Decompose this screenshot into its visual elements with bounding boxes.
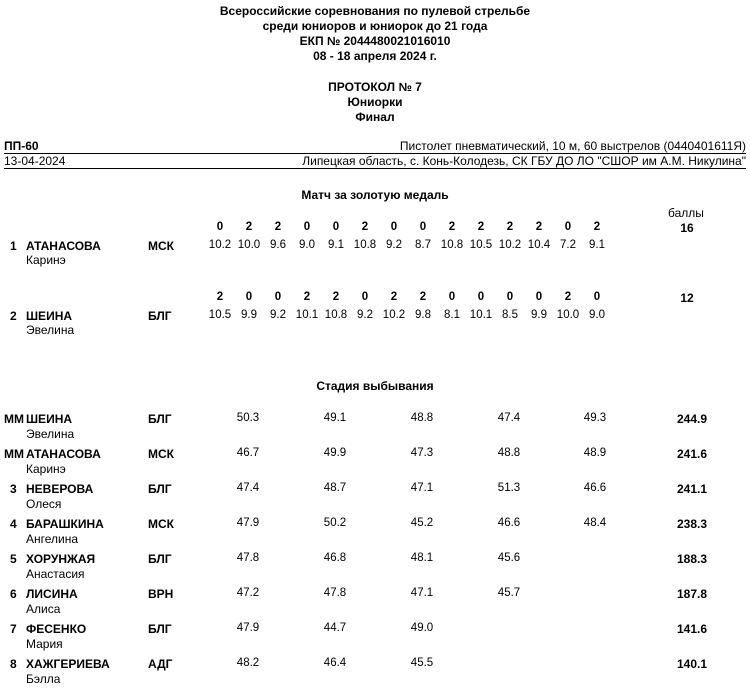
set-point: 0: [390, 221, 398, 233]
set-point: 2: [477, 221, 485, 233]
series-score: 49.1: [323, 412, 347, 424]
series-score: 49.9: [323, 447, 347, 459]
rank: 2: [10, 309, 17, 323]
rank: 3: [10, 482, 17, 496]
shot-score: 8.7: [415, 239, 431, 251]
shot-score: 10.2: [208, 239, 232, 251]
shot-score: 8.5: [502, 309, 518, 321]
series-score: 48.8: [410, 412, 434, 424]
shot-score: 10.5: [469, 239, 493, 251]
region: БЛГ: [148, 412, 172, 426]
points-header: баллы: [668, 206, 704, 220]
set-point: 2: [303, 291, 311, 303]
set-point: 0: [332, 221, 340, 233]
total-score: 238.3: [676, 517, 708, 531]
shot-score: 10.8: [440, 239, 464, 251]
total-score: 241.6: [676, 447, 708, 461]
region: БЛГ: [148, 482, 172, 496]
divider: [4, 168, 746, 169]
athlete-surname: ХАЖГЕРИЕВА: [26, 657, 110, 671]
shot-score: 9.0: [589, 309, 605, 321]
athlete-name: Каринэ: [26, 462, 66, 476]
athlete-name: Бэлла: [26, 672, 61, 686]
series-score: 45.7: [497, 587, 521, 599]
athlete-surname: ХОРУНЖАЯ: [26, 552, 96, 566]
total-score: 188.3: [676, 552, 708, 566]
series-score: 48.2: [236, 657, 260, 669]
shot-score: 10.0: [556, 309, 580, 321]
series-score: 49.0: [410, 622, 434, 634]
total-points: 16: [680, 221, 694, 235]
series-score: 47.1: [410, 482, 434, 494]
region: МСК: [148, 239, 174, 253]
region: БЛГ: [148, 622, 172, 636]
shot-score: 9.1: [328, 239, 344, 251]
series-score: 46.7: [236, 447, 260, 459]
set-point: 0: [477, 291, 485, 303]
set-point: 2: [274, 221, 282, 233]
shot-score: 10.4: [527, 239, 551, 251]
series-score: 45.5: [410, 657, 434, 669]
series-score: 45.2: [410, 517, 434, 529]
region: МСК: [148, 517, 174, 531]
set-point: 2: [332, 291, 340, 303]
shot-score: 7.2: [560, 239, 576, 251]
athlete-surname: ШЕИНА: [26, 309, 73, 323]
set-point: 2: [419, 291, 427, 303]
athlete-surname: ЛИСИНА: [26, 587, 78, 601]
elimination-title: Стадия выбывания: [316, 379, 434, 393]
shot-score: 10.8: [324, 309, 348, 321]
athlete-name: Эвелина: [26, 427, 75, 441]
set-point: 2: [448, 221, 456, 233]
gold-match-title: Матч за золотую медаль: [301, 188, 449, 202]
header-line-4: 08 - 18 апреля 2024 г.: [313, 49, 437, 63]
athlete-surname: БАРАШКИНА: [26, 517, 104, 531]
protocol-number: ПРОТОКОЛ № 7: [328, 80, 422, 94]
total-score: 241.1: [676, 482, 708, 496]
series-score: 47.4: [236, 482, 260, 494]
series-score: 48.8: [497, 447, 521, 459]
shot-score: 9.6: [270, 239, 286, 251]
set-point: 2: [216, 291, 224, 303]
series-score: 47.1: [410, 587, 434, 599]
set-point: 0: [216, 221, 224, 233]
set-point: 0: [448, 291, 456, 303]
series-score: 46.4: [323, 657, 347, 669]
rank: 7: [10, 622, 17, 636]
series-score: 47.3: [410, 447, 434, 459]
rank: 4: [10, 517, 17, 531]
series-score: 47.9: [236, 517, 260, 529]
rank: 1: [10, 239, 17, 253]
athlete-name: Каринэ: [26, 253, 66, 267]
shot-score: 9.9: [241, 309, 257, 321]
set-point: 0: [361, 291, 369, 303]
category: Юниорки: [347, 95, 403, 109]
series-score: 50.2: [323, 517, 347, 529]
total-score: 244.9: [676, 412, 708, 426]
shot-score: 10.1: [469, 309, 493, 321]
athlete-name: Алиса: [26, 602, 61, 616]
athlete-name: Олеся: [26, 497, 62, 511]
region: ВРН: [148, 587, 174, 601]
rank: ММ: [4, 447, 24, 461]
stage-title: Финал: [355, 110, 395, 124]
set-point: 0: [564, 221, 572, 233]
athlete-name: Ангелина: [26, 532, 79, 546]
series-score: 47.4: [497, 412, 521, 424]
athlete-name: Мария: [26, 637, 63, 651]
shot-score: 9.9: [531, 309, 547, 321]
total-score: 140.1: [676, 657, 708, 671]
rank: 6: [10, 587, 17, 601]
series-score: 46.6: [497, 517, 521, 529]
series-score: 48.1: [410, 552, 434, 564]
shot-score: 10.2: [498, 239, 522, 251]
event-venue: Липецкая область, с. Конь-Колодезь, СК ГБУ ДО ЛО "СШОР им А.М. Никулина": [302, 154, 746, 168]
region: АДГ: [148, 657, 173, 671]
series-score: 47.9: [236, 622, 260, 634]
event-name: Пистолет пневматический, 10 м, 60 выстрелов (0440401611Я): [399, 139, 746, 153]
shot-score: 9.1: [589, 239, 605, 251]
series-score: 48.4: [583, 517, 607, 529]
shot-score: 10.8: [353, 239, 377, 251]
rank: 5: [10, 552, 17, 566]
series-score: 51.3: [497, 482, 521, 494]
set-point: 0: [245, 291, 253, 303]
shot-score: 8.1: [444, 309, 460, 321]
set-point: 2: [564, 291, 572, 303]
shot-score: 10.0: [237, 239, 261, 251]
set-point: 2: [390, 291, 398, 303]
event-code: ПП-60: [4, 139, 39, 153]
total-points: 12: [680, 291, 694, 305]
series-score: 46.8: [323, 552, 347, 564]
series-score: 48.9: [583, 447, 607, 459]
series-score: 47.8: [236, 552, 260, 564]
shot-score: 9.8: [415, 309, 431, 321]
set-point: 2: [245, 221, 253, 233]
set-point: 0: [593, 291, 601, 303]
series-score: 48.7: [323, 482, 347, 494]
shot-score: 10.5: [208, 309, 232, 321]
event-date: 13-04-2024: [4, 154, 66, 168]
set-point: 0: [274, 291, 282, 303]
series-score: 47.2: [236, 587, 260, 599]
set-point: 2: [593, 221, 601, 233]
series-score: 49.3: [583, 412, 607, 424]
shot-score: 10.2: [382, 309, 406, 321]
athlete-name: Эвелина: [26, 323, 75, 337]
athlete-surname: ШЕИНА: [26, 412, 73, 426]
set-point: 2: [361, 221, 369, 233]
series-score: 44.7: [323, 622, 347, 634]
set-point: 2: [506, 221, 514, 233]
series-score: 47.8: [323, 587, 347, 599]
series-score: 46.6: [583, 482, 607, 494]
shot-score: 9.2: [270, 309, 286, 321]
rank: ММ: [4, 412, 24, 426]
set-point: 2: [535, 221, 543, 233]
region: МСК: [148, 447, 174, 461]
shot-score: 10.1: [295, 309, 319, 321]
shot-score: 9.0: [299, 239, 315, 251]
athlete-name: Анастасия: [26, 567, 85, 581]
header-line-1: Всероссийские соревнования по пулевой стрельбе: [219, 4, 531, 18]
athlete-surname: АТАНАСОВА: [26, 239, 101, 253]
series-score: 50.3: [236, 412, 260, 424]
header-line-3: ЕКП № 2044480021016010: [299, 34, 451, 48]
total-score: 141.6: [676, 622, 708, 636]
athlete-surname: НЕВЕРОВА: [26, 482, 94, 496]
header-line-2: среди юниоров и юниорок до 21 года: [262, 19, 488, 33]
shot-score: 9.2: [386, 239, 402, 251]
shot-score: 9.2: [357, 309, 373, 321]
rank: 8: [10, 657, 17, 671]
set-point: 0: [419, 221, 427, 233]
region: БЛГ: [148, 552, 172, 566]
athlete-surname: АТАНАСОВА: [26, 447, 101, 461]
set-point: 0: [535, 291, 543, 303]
total-score: 187.8: [676, 587, 708, 601]
region: БЛГ: [148, 309, 172, 323]
series-score: 45.6: [497, 552, 521, 564]
set-point: 0: [303, 221, 311, 233]
set-point: 0: [506, 291, 514, 303]
athlete-surname: ФЕСЕНКО: [26, 622, 87, 636]
